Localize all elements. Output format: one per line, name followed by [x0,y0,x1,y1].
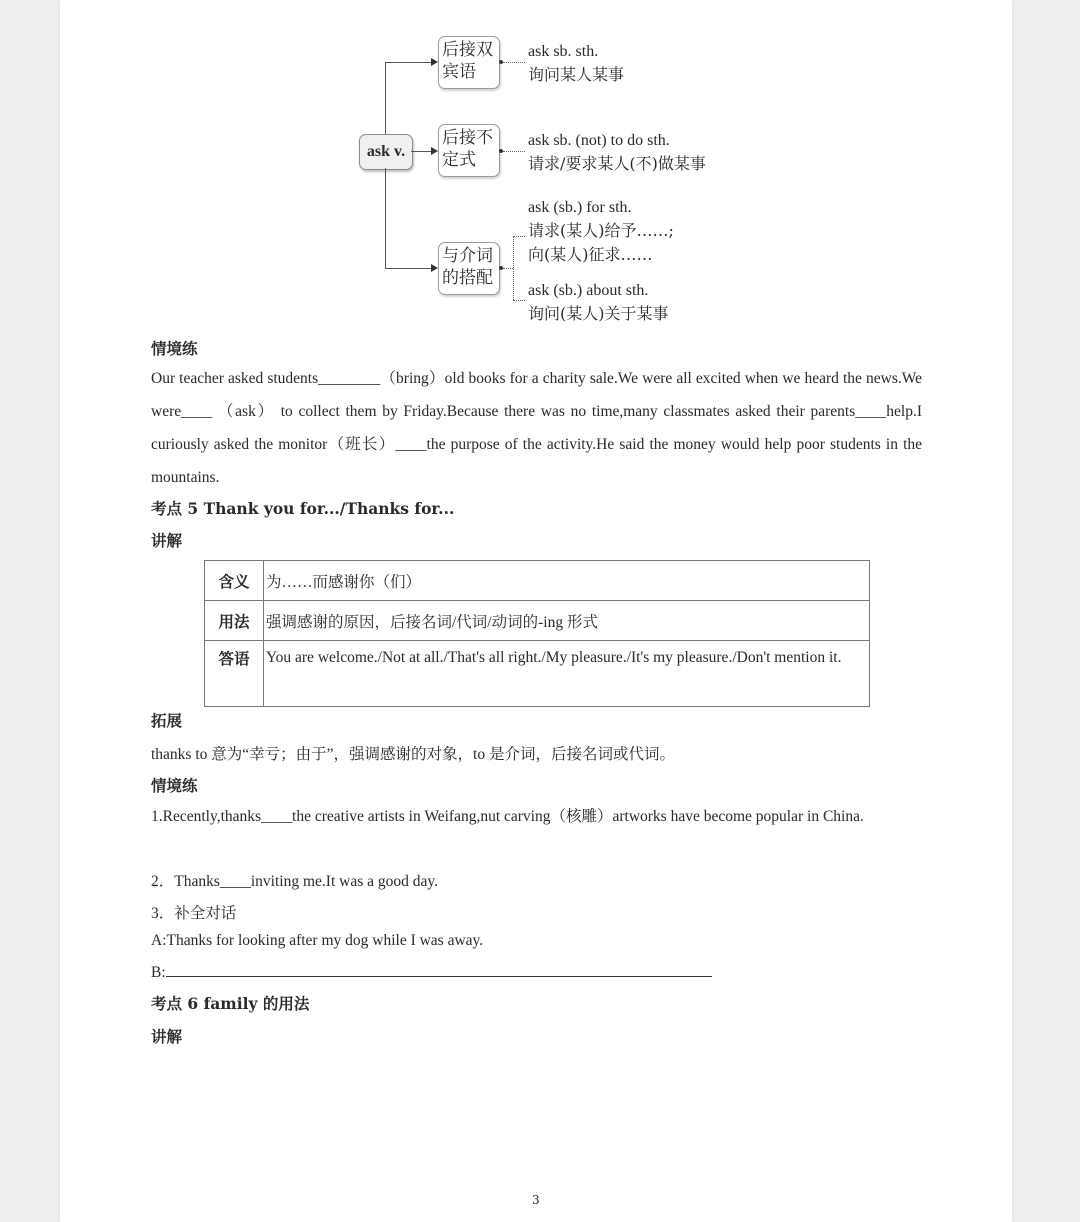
node-3-vdash [513,236,514,300]
node-2-text-en: ask sb. (not) to do sth. [528,132,670,149]
definition-table [204,560,870,707]
table-key: 含义 [205,561,264,601]
trunk-lower [385,168,386,268]
answer-blank[interactable] [166,962,712,977]
page-number: 3 [532,1193,540,1207]
node-3-dash-b [513,300,525,301]
node-2-text-zh: 请求/要求某人(不)做某事 [528,154,706,173]
mindmap-node-2 [438,124,500,177]
section1-heading: 情境练 [151,339,198,358]
node-2-dash [503,151,525,152]
branch-line-1 [385,62,431,63]
node-3-text-b-zh: 询问(某人)关于某事 [528,304,669,323]
dialog-b-row [151,962,712,982]
kaodian5-explain: 讲解 [151,531,183,550]
node-1-text-zh: 询问某人某事 [528,65,625,84]
node-3-text-b-en: ask (sb.) about sth. [528,282,649,299]
table-key: 答语 [205,641,264,707]
node-1-text-en: ask sb. sth. [528,43,599,60]
node-3-dash [503,268,513,269]
node-1-label: 后接双宾语 [442,40,493,82]
dialog-a: A:Thanks for looking after my dog while I was away. [151,932,484,949]
dialog-b-label: B: [151,964,166,981]
table-value: 为……而感谢你（们） [264,561,870,601]
node-3-label: 与介词的搭配 [442,246,493,288]
table-row [205,601,870,641]
table-value: 强调感谢的原因，后接名词/代词/动词的-ing 形式 [264,601,870,641]
node-3-text-a-zh2: 向(某人)征求…… [528,245,653,264]
kaodian5-title: 考点 5 Thank you for.../Thanks for... [151,499,455,518]
kaodian6-title: 考点 6 family 的用法 [151,994,310,1013]
table-row [205,561,870,601]
mindmap-root [359,134,413,170]
extend-text: thanks to 意为“幸亏；由于”，强调感谢的对象，to 是介词，后接名词或代词。 [151,746,675,763]
mindmap-node-3 [438,242,500,295]
trunk-upper [385,62,386,134]
node-2-label: 后接不定式 [442,128,493,170]
mindmap-node-1 [438,36,500,89]
table-key: 用法 [205,601,264,641]
kaodian6-explain: 讲解 [151,1027,183,1046]
arrow-head-2 [431,147,438,155]
section1-paragraph: Our teacher asked students________（bring）old books for a charity sale.We were all excited when we heard the news.We were____ （ask） to collect them by Friday.Because there was no time,many classmates asked their parents____help.I curiously asked the monitor（班长）____the purpose of the activity.He said the money would help poor students in the mountains. [151,370,922,486]
table-value: You are welcome./Not at all./That's all right./My pleasure./It's my pleasure./Don't mention it. [264,641,870,707]
document-page [60,0,1012,1222]
table-row [205,641,870,707]
node-3-dash-a [513,236,525,237]
node-3-text-a-en: ask (sb.) for sth. [528,199,632,216]
question-2: 2．Thanks____inviting me.It was a good day. [151,873,438,890]
question-1: 1.Recently,thanks____the creative artists in Weifang,nut carving（核雕）artworks have become popular in China. [151,808,864,825]
mindmap-root-label: ask v. [366,143,406,160]
branch-line-3 [385,268,431,269]
arrow-head-3 [431,264,438,272]
arrow-head-1 [431,58,438,66]
node-3-text-a-zh1: 请求(某人)给予……; [528,221,674,240]
extend-heading: 拓展 [151,711,183,730]
node-1-dash [503,62,525,63]
branch-line-2 [411,151,431,152]
practice-heading: 情境练 [151,776,198,795]
question-3: 3．补全对话 [151,905,237,922]
